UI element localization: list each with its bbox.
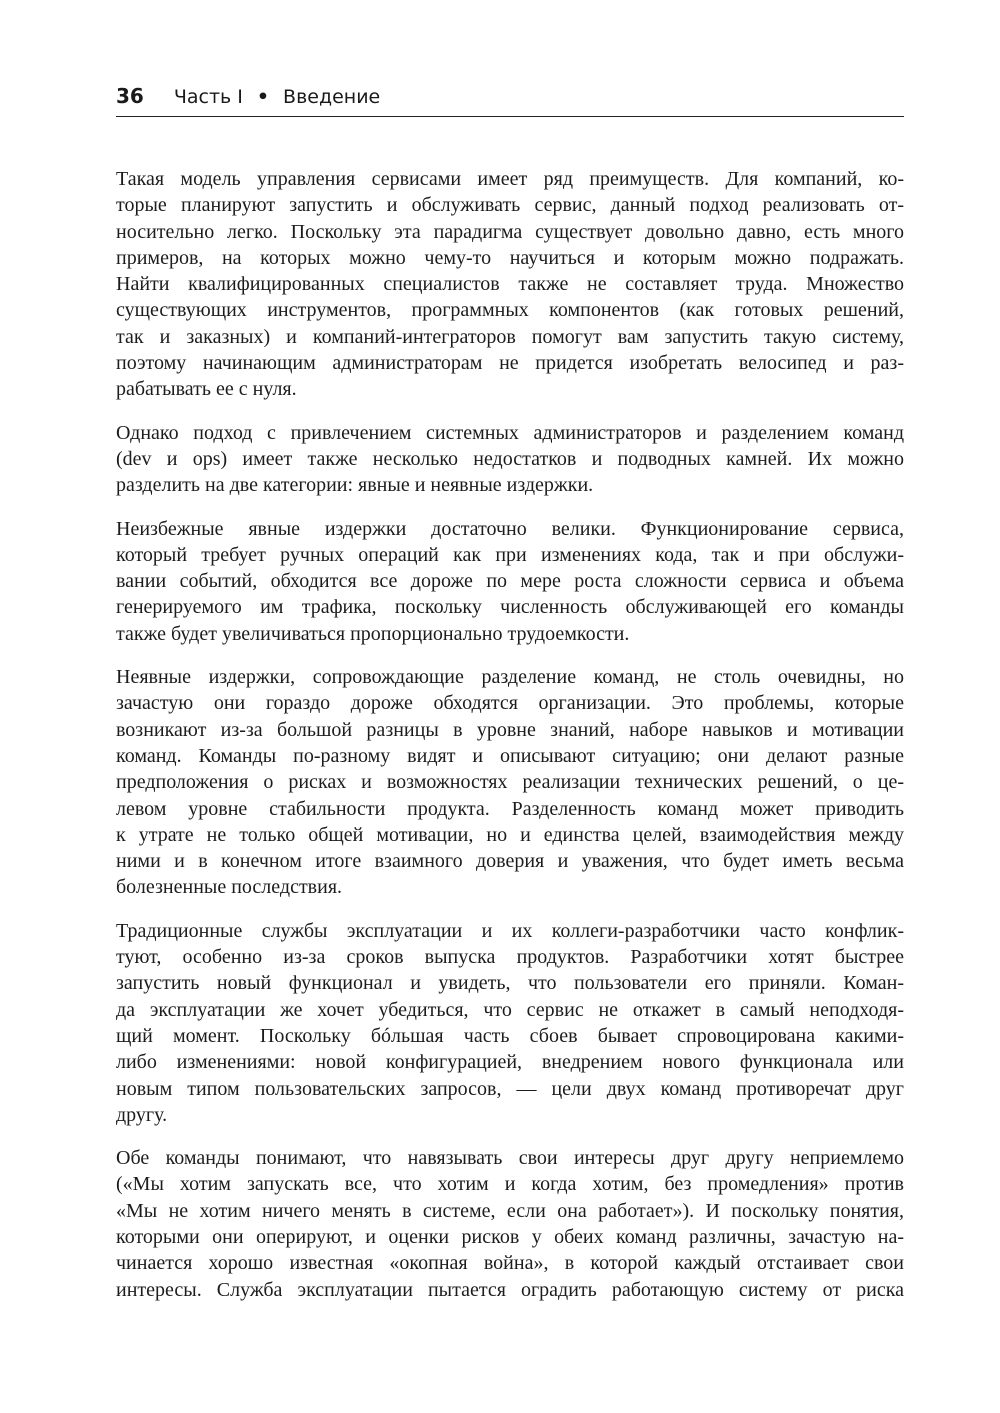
body-text (116, 166, 904, 1320)
part-label: Часть I (173, 86, 243, 108)
text-line: туют, особенно из-за сроков выпуска продуктов. Разработчики хотят быстрее (116, 946, 904, 969)
text-line: торые планируют запустить и обслуживать сервис, данный подход реализовать от- (116, 194, 904, 217)
text-line: «Мы не хотим ничего менять в системе, если она работает»). И поскольку понятия, (116, 1199, 904, 1222)
text-line: Обе команды понимают, что навязывать свои интересы друг другу неприемлемо (116, 1147, 904, 1170)
text-line: примеров, на которых можно чему-то научиться и которым можно подражать. (116, 246, 904, 269)
text-line: носительно легко. Поскольку эта парадигма существует довольно давно, есть много (116, 220, 904, 243)
text-line: существующих инструментов, программных компонентов (как готовых решений, (116, 299, 904, 322)
text-line: возникают из-за большой разницы в уровне знаний, наборе навыков и мотивации (116, 718, 904, 741)
text-line: к утрате не только общей мотивации, но и единства целей, взаимодействия между (116, 823, 904, 846)
paragraph (116, 166, 904, 403)
text-line: новым типом пользовательских запросов, — цели двух команд противоречат друг (116, 1077, 904, 1100)
text-line: Однако подход с привлечением системных администраторов и разделением команд (116, 421, 904, 444)
running-head (116, 84, 904, 114)
text-line: запустить новый функционал и увидеть, что пользователи его приняли. Коман- (116, 972, 904, 995)
paragraph (116, 664, 904, 901)
text-line: предположения о рисках и возможностях реализации технических решений, о це- (116, 771, 904, 794)
text-line: вании событий, обходится все дороже по мере роста сложности сервиса и объема (116, 570, 904, 593)
text-line: левом уровне стабильности продукта. Разделенность команд может приводить (116, 797, 904, 820)
text-line: («Мы хотим запускать все, что хотим и когда хотим, без промедления» против (116, 1173, 904, 1196)
text-line: Найти квалифицированных специалистов также не составляет труда. Множество (116, 273, 904, 296)
text-line: которыми они оперируют, и оценки рисков у обеих команд различны, зачастую на- (116, 1225, 904, 1248)
text-line: поэтому начинающим администраторам не придется изобретать велосипед и раз- (116, 352, 904, 375)
header-separator: • (256, 86, 270, 108)
text-line: болезненные последствия. (116, 876, 343, 899)
text-line: щий момент. Поскольку бóльшая часть сбоев бывает спровоцирована какими- (116, 1024, 904, 1047)
text-line: Традиционные службы эксплуатации и их коллеги-разработчики часто конфлик- (116, 919, 904, 942)
text-line: да эксплуатации же хочет убедиться, что сервис не откажет в самый неподходя- (116, 998, 904, 1021)
paragraph (116, 420, 904, 499)
text-line: Такая модель управления сервисами имеет ряд преимуществ. Для компаний, ко- (116, 168, 904, 190)
text-line: также будет увеличиваться пропорционально трудоемкости. (116, 622, 630, 645)
paragraph (116, 516, 904, 647)
text-line: так и заказных) и компаний-интеграторов помогут вам запустить такую систему, (116, 325, 904, 348)
text-line: чинается хорошо известная «окопная война», в которой каждый отстаивает свои (116, 1252, 904, 1275)
header-rule (116, 116, 904, 117)
paragraph (116, 1145, 904, 1303)
text-line: либо изменениями: новой конфигурацией, внедрением нового функционала или (116, 1051, 904, 1074)
page-number: 36 (116, 84, 144, 108)
text-line: другу. (116, 1103, 168, 1126)
paragraph (116, 918, 904, 1128)
text-line: команд. Команды по-разному видят и описывают ситуацию; они делают разные (116, 744, 904, 767)
text-line: интересы. Служба эксплуатации пытается оградить работающую систему от риска (116, 1278, 904, 1301)
text-line: (dev и ops) имеет также несколько недостатков и подводных камней. Их можно (116, 447, 904, 470)
chapter-label: Введение (283, 86, 381, 108)
text-line: зачастую они гораздо дороже обходятся организации. Это проблемы, которые (116, 692, 904, 715)
text-line: разделить на две категории: явные и неявные издержки. (116, 474, 594, 497)
text-line: рабатывать ее с нуля. (116, 378, 297, 401)
text-line: Неявные издержки, сопровождающие разделение команд, не столь очевидны, но (116, 666, 904, 689)
text-line: генерируемого им трафика, поскольку численность обслуживающей его команды (116, 596, 904, 619)
text-line: который требует ручных операций как при изменениях кода, так и при обслужи- (116, 543, 904, 566)
text-line: Неизбежные явные издержки достаточно велики. Функционирование сервиса, (116, 517, 904, 540)
text-line: ними и в конечном итоге взаимного доверия и уважения, что будет иметь весьма (116, 850, 904, 873)
